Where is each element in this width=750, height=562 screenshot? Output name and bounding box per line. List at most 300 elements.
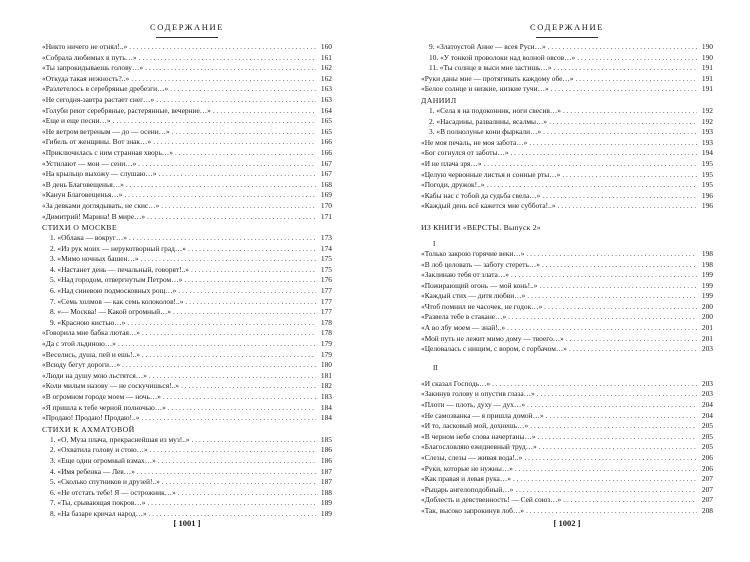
toc-entry[interactable] bbox=[42, 233, 332, 244]
toc-entry[interactable] bbox=[421, 53, 713, 64]
dot-leader bbox=[551, 84, 697, 95]
dot-leader bbox=[577, 53, 697, 64]
dot-leader bbox=[511, 148, 697, 159]
toc-entry-page: 177 bbox=[320, 296, 332, 306]
dot-leader bbox=[515, 464, 697, 475]
toc-entry-title: «За девками доглядывать, не скис…» bbox=[42, 200, 160, 210]
toc-entry-title: «Рыцарь ангелоподобный…» bbox=[421, 484, 514, 494]
toc-entry[interactable] bbox=[42, 297, 332, 308]
dot-leader bbox=[139, 53, 316, 64]
toc-entry-page: 198 bbox=[701, 259, 713, 269]
toc-entry[interactable] bbox=[42, 488, 332, 499]
toc-entry-page: 188 bbox=[320, 487, 332, 497]
toc-entry-page: 174 bbox=[320, 243, 332, 253]
toc-entry-page: 195 bbox=[701, 180, 713, 190]
dot-leader bbox=[558, 201, 697, 212]
toc-entry[interactable] bbox=[421, 74, 713, 85]
dot-leader bbox=[147, 498, 316, 509]
toc-entry[interactable] bbox=[421, 442, 713, 453]
toc-entry-title: «Погоди, дружок!..» bbox=[421, 180, 485, 190]
toc-entry-title: «А во лбу моем — знай!..» bbox=[421, 323, 506, 333]
toc-entry-title: «Собрала любимых в путь…» bbox=[42, 52, 137, 62]
dot-leader bbox=[141, 254, 316, 265]
toc-entry[interactable] bbox=[421, 106, 713, 117]
dot-leader bbox=[161, 201, 316, 212]
toc-entry[interactable] bbox=[42, 350, 332, 361]
toc-entry-page: 182 bbox=[320, 381, 332, 391]
dot-leader bbox=[175, 148, 316, 159]
page-number: [ 1002 ] bbox=[553, 518, 581, 528]
toc-entry-page: 192 bbox=[701, 116, 713, 126]
dot-leader bbox=[127, 318, 316, 329]
dot-leader bbox=[562, 170, 697, 181]
toc-entry-page: 199 bbox=[701, 280, 713, 290]
toc-entry-title: 2. «Насадины, развалины, ясалмы…» bbox=[429, 116, 548, 126]
toc-entry-page: 171 bbox=[320, 211, 332, 221]
dot-leader bbox=[145, 63, 316, 74]
toc-entry-title: 2. «Из рук моих — нерукотворный град…» bbox=[50, 243, 187, 253]
dot-leader bbox=[546, 411, 697, 422]
toc-entry-title: 7. «Семь холмов — как семь колоколов!..» bbox=[50, 296, 184, 306]
dot-leader bbox=[129, 233, 316, 244]
toc-entry-title: «Люди на душу мою льстятся…» bbox=[42, 370, 147, 380]
toc-entry[interactable] bbox=[421, 344, 713, 355]
dot-leader bbox=[170, 84, 316, 95]
toc-entry-title: 8. «На базаре кричал народ…» bbox=[50, 508, 147, 518]
dot-leader bbox=[150, 445, 316, 456]
toc-entry-page: 191 bbox=[701, 63, 713, 73]
toc-entry-title: «Каждый стих — дитя любви…» bbox=[421, 291, 526, 301]
toc-entry-title: 3. «Еще один огромный взмах…» bbox=[50, 455, 156, 465]
toc-entry-title: 7. «Ты, срывающая покров…» bbox=[50, 498, 146, 508]
toc-entry-page: 199 bbox=[701, 291, 713, 301]
dot-leader bbox=[168, 403, 316, 414]
toc-entry[interactable] bbox=[421, 117, 713, 128]
toc-entry-page: 195 bbox=[701, 169, 713, 179]
dot-leader bbox=[529, 138, 697, 149]
toc-entry[interactable] bbox=[421, 485, 713, 496]
toc-entry-page: 175 bbox=[320, 254, 332, 264]
toc-entry-title: «Кабы нас с тобой да судьба свела…» bbox=[421, 190, 541, 200]
dot-leader bbox=[142, 350, 316, 361]
toc-entry-title: «Не самозванка — я пришла домой…» bbox=[421, 410, 544, 420]
toc-entry-page: 187 bbox=[320, 477, 332, 487]
toc-entry[interactable] bbox=[421, 400, 713, 411]
toc-entry-page: 162 bbox=[320, 63, 332, 73]
dot-leader bbox=[524, 453, 697, 464]
dot-leader bbox=[527, 400, 697, 411]
toc-entry-page: 206 bbox=[701, 463, 713, 473]
dot-leader bbox=[162, 477, 316, 488]
toc-entry-title: «Ты запрокидываешь голову…» bbox=[42, 63, 144, 73]
toc-entry-page: 185 bbox=[320, 434, 332, 444]
dot-leader bbox=[178, 488, 316, 499]
toc-entry-title: «Всюду бегут дороги…» bbox=[42, 360, 121, 370]
dot-leader bbox=[538, 432, 697, 443]
toc-entry-title: «В лоб целовать — заботу стереть…» bbox=[421, 259, 540, 269]
toc-group bbox=[42, 328, 332, 423]
toc-entry-page: 176 bbox=[320, 275, 332, 285]
toc-entry-title: «Продаю! Продаю! Продаю!..» bbox=[42, 413, 140, 423]
toc-entry[interactable] bbox=[42, 254, 332, 265]
toc-entry-page: 203 bbox=[701, 378, 713, 388]
toc-entry-page: 184 bbox=[320, 402, 332, 412]
toc-entry-page: 165 bbox=[320, 126, 332, 136]
toc-entry[interactable] bbox=[42, 371, 332, 382]
dot-leader bbox=[158, 456, 316, 467]
dot-leader bbox=[172, 127, 316, 138]
toc-entry-title: «На крыльцо выхожу — слушаю…» bbox=[42, 169, 157, 179]
toc-entry[interactable] bbox=[42, 180, 332, 191]
toc-entry-page: 206 bbox=[701, 453, 713, 462]
dot-leader bbox=[576, 74, 697, 85]
dot-leader bbox=[539, 442, 697, 453]
toc-entry-page: 207 bbox=[701, 495, 713, 505]
dot-leader bbox=[537, 389, 697, 400]
toc-entry-title: «Заклинаю тебя от злата…» bbox=[421, 270, 509, 280]
toc-entry[interactable] bbox=[421, 334, 713, 345]
toc-entry[interactable] bbox=[42, 328, 332, 339]
toc-entry-page: 163 bbox=[320, 84, 332, 94]
dot-leader bbox=[530, 421, 697, 432]
dot-leader bbox=[158, 169, 316, 180]
toc-entry-page: 183 bbox=[320, 392, 332, 401]
page-header: СОДЕРЖАНИЕ bbox=[149, 22, 225, 32]
dot-leader bbox=[178, 286, 316, 297]
toc-entry-page: 173 bbox=[320, 233, 332, 243]
dot-leader bbox=[188, 244, 316, 255]
toc-entry[interactable] bbox=[42, 53, 332, 64]
toc-entry[interactable] bbox=[421, 170, 713, 181]
toc-entry[interactable] bbox=[421, 389, 713, 400]
toc-entry[interactable] bbox=[421, 138, 713, 149]
toc-entry[interactable] bbox=[421, 84, 713, 95]
toc-entry-page: 167 bbox=[320, 169, 332, 179]
toc-entry[interactable] bbox=[42, 360, 332, 371]
dot-leader bbox=[156, 95, 316, 106]
toc-entry[interactable] bbox=[42, 498, 332, 509]
toc-entry[interactable] bbox=[42, 392, 332, 403]
dot-leader bbox=[542, 191, 697, 202]
toc-entry-page: 201 bbox=[701, 323, 713, 333]
toc-entry-page: 163 bbox=[320, 94, 332, 104]
toc-entry-title: «Пожирающий огонь — мой конь!..» bbox=[421, 280, 538, 290]
dot-leader bbox=[147, 212, 316, 223]
toc-entry-title: «Димитрий! Марина! В мире…» bbox=[42, 211, 146, 221]
toc-list bbox=[42, 42, 332, 520]
toc-entry-title: «В день Благовещенья…» bbox=[42, 179, 124, 189]
toc-entry-title: «Приключилась с ним странная хворь…» bbox=[42, 147, 173, 157]
toc-group bbox=[421, 249, 713, 355]
toc-entry-page: 196 bbox=[701, 190, 713, 200]
toc-entry-title: «Закинув голову и опустив глаза…» bbox=[421, 389, 535, 399]
toc-entry[interactable] bbox=[42, 106, 332, 117]
toc-entry[interactable] bbox=[42, 265, 332, 276]
toc-entry[interactable] bbox=[42, 116, 332, 127]
toc-entry-title: «Не сегодня-завтра растает снег…» bbox=[42, 94, 155, 104]
dot-leader bbox=[492, 379, 697, 390]
toc-entry[interactable] bbox=[42, 148, 332, 159]
header-rule bbox=[536, 37, 598, 38]
toc-entry-title: 10. «У тонкой проволоки над волной овсов…» bbox=[429, 52, 576, 62]
dot-leader bbox=[527, 291, 697, 302]
toc-entry[interactable] bbox=[421, 379, 713, 390]
toc-entry-title: «Благословляю ежедневный труд…» bbox=[421, 442, 537, 452]
toc-entry-title: «Целую червонные листья и сонные рты…» bbox=[421, 169, 561, 179]
toc-entry[interactable] bbox=[421, 432, 713, 443]
dot-leader bbox=[563, 495, 697, 506]
toc-entry-title: 6. «Не отстать тебе! Я — острожник…» bbox=[50, 487, 176, 497]
toc-entry[interactable] bbox=[421, 291, 713, 302]
toc-entry-page: 165 bbox=[320, 116, 332, 126]
dot-leader bbox=[544, 302, 697, 313]
toc-entry-title: «Канун Благовещенья…» bbox=[42, 190, 123, 200]
toc-entry-title: «Только закрою горячие веки…» bbox=[421, 248, 525, 258]
toc-entry[interactable] bbox=[42, 413, 332, 424]
toc-entry[interactable] bbox=[42, 435, 332, 446]
toc-group bbox=[42, 42, 332, 222]
toc-entry-title: 1. «Облака — вокруг…» bbox=[50, 233, 127, 243]
toc-entry-title: «Плоти — плоть, духу — дух…» bbox=[421, 400, 526, 410]
toc-group bbox=[421, 138, 713, 212]
toc-entry[interactable] bbox=[421, 270, 713, 281]
toc-entry-page: 190 bbox=[701, 52, 713, 62]
toc-entry[interactable] bbox=[421, 42, 713, 53]
toc-entry[interactable] bbox=[421, 191, 713, 202]
toc-entry-page: 192 bbox=[701, 105, 713, 115]
toc-entry-page: 160 bbox=[320, 42, 332, 51]
toc-entry[interactable] bbox=[42, 244, 332, 255]
toc-entry-page: 189 bbox=[320, 498, 332, 508]
toc-entry-title: «Целовалась с нищим, с вором, с горбачом…» bbox=[421, 344, 567, 354]
dot-leader bbox=[137, 467, 316, 478]
toc-entry[interactable] bbox=[42, 169, 332, 180]
toc-entry[interactable] bbox=[421, 464, 713, 475]
toc-entry-page: 201 bbox=[701, 333, 713, 343]
dot-leader bbox=[113, 116, 316, 127]
page-header: СОДЕРЖАНИЕ bbox=[529, 22, 605, 32]
toc-entry[interactable] bbox=[421, 148, 713, 159]
toc-entry-page: 203 bbox=[701, 389, 713, 399]
toc-entry[interactable] bbox=[421, 323, 713, 334]
toc-entry-title: «Как правая и левая рука…» bbox=[421, 474, 511, 484]
dot-leader bbox=[548, 42, 697, 53]
dot-leader bbox=[543, 127, 697, 138]
toc-entry-title: 5. «Сколько спутников и друзей!..» bbox=[50, 477, 160, 487]
dot-leader bbox=[539, 281, 697, 292]
toc-entry-page: 175 bbox=[320, 264, 332, 274]
toc-entry-title: 2. «Охватила голову и стою…» bbox=[50, 445, 148, 455]
toc-entry[interactable] bbox=[42, 137, 332, 148]
toc-entry-page: 167 bbox=[320, 158, 332, 168]
toc-entry[interactable] bbox=[421, 180, 713, 191]
toc-entry-page: 207 bbox=[701, 484, 713, 494]
right-page bbox=[421, 0, 713, 562]
toc-entry[interactable] bbox=[42, 477, 332, 488]
toc-list bbox=[421, 42, 713, 517]
toc-entry-page: 200 bbox=[701, 301, 713, 311]
toc-entry-title: «Чтоб помнил не часочек, не годок…» bbox=[421, 301, 543, 311]
dot-leader bbox=[124, 190, 316, 201]
toc-entry-title: «Устилают — мои — сени…» bbox=[42, 158, 137, 168]
toc-entry-title: «Доблесть и девственность! — Сей союз…» bbox=[421, 495, 562, 505]
toc-entry-title: 9. «Красною кистью…» bbox=[50, 317, 126, 327]
toc-entry-page: 190 bbox=[701, 42, 713, 51]
dot-leader bbox=[484, 159, 697, 170]
toc-entry[interactable] bbox=[42, 95, 332, 106]
toc-entry[interactable] bbox=[42, 467, 332, 478]
toc-entry[interactable] bbox=[42, 445, 332, 456]
toc-entry-page: 204 bbox=[701, 410, 713, 420]
toc-entry[interactable] bbox=[42, 318, 332, 329]
toc-entry-page: 200 bbox=[701, 312, 713, 322]
toc-entry-page: 205 bbox=[701, 421, 713, 431]
toc-entry[interactable] bbox=[42, 286, 332, 297]
toc-entry[interactable] bbox=[42, 339, 332, 350]
toc-entry-title: «Голуби реют серебряные, растерянные, вечерние…» bbox=[42, 105, 211, 115]
dot-leader bbox=[141, 413, 316, 424]
toc-entry-title: 9. «Златоустой Анне — всея Руси…» bbox=[429, 42, 546, 51]
dot-leader bbox=[526, 249, 697, 260]
toc-entry-page: 205 bbox=[701, 431, 713, 441]
toc-entry-title: «Руки даны мне — протягивать каждому обе…» bbox=[421, 73, 574, 83]
toc-entry-page: 193 bbox=[701, 127, 713, 137]
toc-entry[interactable] bbox=[421, 421, 713, 432]
toc-entry[interactable] bbox=[42, 201, 332, 212]
toc-entry-page: 170 bbox=[320, 200, 332, 210]
toc-entry[interactable] bbox=[421, 411, 713, 422]
toc-entry[interactable] bbox=[421, 453, 713, 464]
dot-leader bbox=[126, 180, 316, 191]
dot-leader bbox=[566, 334, 697, 345]
toc-entry-title: «Слезы, слезы — живая вода!..» bbox=[421, 453, 523, 462]
toc-entry-title: «В огромном городе моем — ночь…» bbox=[42, 392, 161, 401]
toc-entry[interactable] bbox=[421, 495, 713, 506]
dot-leader bbox=[149, 371, 316, 382]
toc-entry[interactable] bbox=[42, 403, 332, 414]
toc-entry-title: 1. «Села я на подоконник, ноги свесив…» bbox=[429, 105, 561, 115]
toc-entry-title: 6. «Над синевою подмосковных рощ…» bbox=[50, 286, 177, 296]
toc-group bbox=[421, 379, 713, 517]
dot-leader bbox=[569, 344, 697, 355]
toc-entry-page: 186 bbox=[320, 455, 332, 465]
toc-entry[interactable] bbox=[42, 159, 332, 170]
toc-entry[interactable] bbox=[421, 302, 713, 313]
toc-entry-title: «Мой путь не лежит мимо дому — твоего…» bbox=[421, 333, 564, 343]
dot-leader bbox=[191, 265, 316, 276]
toc-entry[interactable] bbox=[421, 281, 713, 292]
toc-entry-page: 162 bbox=[320, 73, 332, 83]
dot-leader bbox=[515, 485, 697, 496]
toc-entry-page: 193 bbox=[701, 137, 713, 147]
toc-entry[interactable] bbox=[421, 159, 713, 170]
toc-entry[interactable] bbox=[42, 307, 332, 318]
toc-entry-page: 180 bbox=[320, 360, 332, 370]
toc-entry-title: 4. «Имя ребенка — Лев…» bbox=[50, 466, 135, 476]
toc-entry-title: «Говорила мне бабка лютая…» bbox=[42, 328, 140, 338]
toc-entry[interactable] bbox=[421, 506, 713, 517]
toc-entry-page: 177 bbox=[320, 286, 332, 296]
part-numeral: I bbox=[433, 239, 436, 248]
toc-entry-page: 187 bbox=[320, 466, 332, 476]
toc-entry-page: 179 bbox=[320, 339, 332, 349]
toc-entry[interactable] bbox=[42, 127, 332, 138]
section-heading: СТИХИ О МОСКВЕ bbox=[42, 223, 118, 233]
toc-entry-page: 195 bbox=[701, 158, 713, 168]
toc-entry[interactable] bbox=[42, 42, 332, 53]
section-heading: ДАНИИЛ bbox=[421, 95, 457, 105]
toc-entry-page: 205 bbox=[701, 442, 713, 452]
toc-entry-title: «Откуда такая нежность?..» bbox=[42, 73, 130, 83]
toc-entry-title: «Еще и еще песни…» bbox=[42, 116, 111, 126]
toc-entry[interactable] bbox=[42, 84, 332, 95]
dot-leader bbox=[486, 180, 697, 191]
toc-entry[interactable] bbox=[421, 312, 713, 323]
toc-entry[interactable] bbox=[421, 249, 713, 260]
toc-entry[interactable] bbox=[42, 275, 332, 286]
part-numeral: II bbox=[433, 363, 438, 372]
toc-entry[interactable] bbox=[42, 63, 332, 74]
toc-entry-title: «Руки, которые не нужны…» bbox=[421, 463, 513, 473]
toc-entry[interactable] bbox=[42, 190, 332, 201]
toc-entry-title: «И не плача зря…» bbox=[421, 158, 482, 168]
toc-entry-page: 186 bbox=[320, 445, 332, 455]
toc-entry[interactable] bbox=[42, 74, 332, 85]
toc-entry[interactable] bbox=[42, 381, 332, 392]
toc-entry-title: «Не ветром ветреным — до — осени…» bbox=[42, 126, 170, 136]
toc-entry[interactable] bbox=[421, 474, 713, 485]
toc-entry-title: «Каждый день всё кажется мне суббота!..» bbox=[421, 201, 556, 211]
toc-entry-title: «Белое солнце и низкие, низкие тучи…» bbox=[421, 84, 549, 94]
toc-entry-title: 3. «Мимо ночных башен…» bbox=[50, 254, 139, 264]
toc-entry-title: «Коли милым назову — не соскучишься!..» bbox=[42, 381, 179, 391]
dot-leader bbox=[138, 159, 316, 170]
toc-entry-page: 181 bbox=[320, 370, 332, 380]
dot-leader bbox=[184, 275, 316, 286]
toc-entry-page: 178 bbox=[320, 317, 332, 327]
dot-leader bbox=[153, 137, 316, 148]
toc-entry-title: 3. «В полнолунье кони фыркали…» bbox=[429, 127, 542, 137]
dot-leader bbox=[549, 117, 697, 128]
page-number: [ 1001 ] bbox=[173, 518, 201, 528]
toc-entry-title: «И то, ласковый мой, дохнешь…» bbox=[421, 421, 529, 431]
dot-leader bbox=[563, 106, 697, 117]
toc-entry-page: 208 bbox=[701, 505, 713, 515]
dot-leader bbox=[213, 106, 316, 117]
toc-entry-title: «Да с этой льдиною…» bbox=[42, 339, 116, 349]
dot-leader bbox=[142, 328, 316, 339]
toc-entry-page: 178 bbox=[320, 328, 332, 338]
toc-entry[interactable] bbox=[42, 456, 332, 467]
header-rule bbox=[156, 37, 218, 38]
toc-entry[interactable] bbox=[421, 201, 713, 212]
toc-entry[interactable] bbox=[421, 127, 713, 138]
toc-entry[interactable] bbox=[421, 260, 713, 271]
toc-entry-title: «Не моя печаль, не моя забота…» bbox=[421, 137, 528, 147]
toc-entry-page: 164 bbox=[320, 105, 332, 115]
toc-entry-page: 168 bbox=[320, 179, 332, 189]
toc-entry-page: 194 bbox=[701, 148, 713, 158]
book-heading: ИЗ КНИГИ «ВЕРСТЫ. Выпуск 2» bbox=[421, 222, 541, 232]
spacer bbox=[421, 212, 713, 222]
dot-leader bbox=[122, 360, 316, 371]
toc-entry-page: 179 bbox=[320, 349, 332, 359]
toc-entry-page: 169 bbox=[320, 190, 332, 200]
toc-entry[interactable] bbox=[421, 63, 713, 74]
toc-entry-title: «Веселись, душа, пей и ешь!..» bbox=[42, 349, 140, 359]
toc-entry-title: 1. «О, Муза плача, прекраснейшая из муз!..» bbox=[50, 434, 190, 444]
toc-entry[interactable] bbox=[42, 212, 332, 223]
